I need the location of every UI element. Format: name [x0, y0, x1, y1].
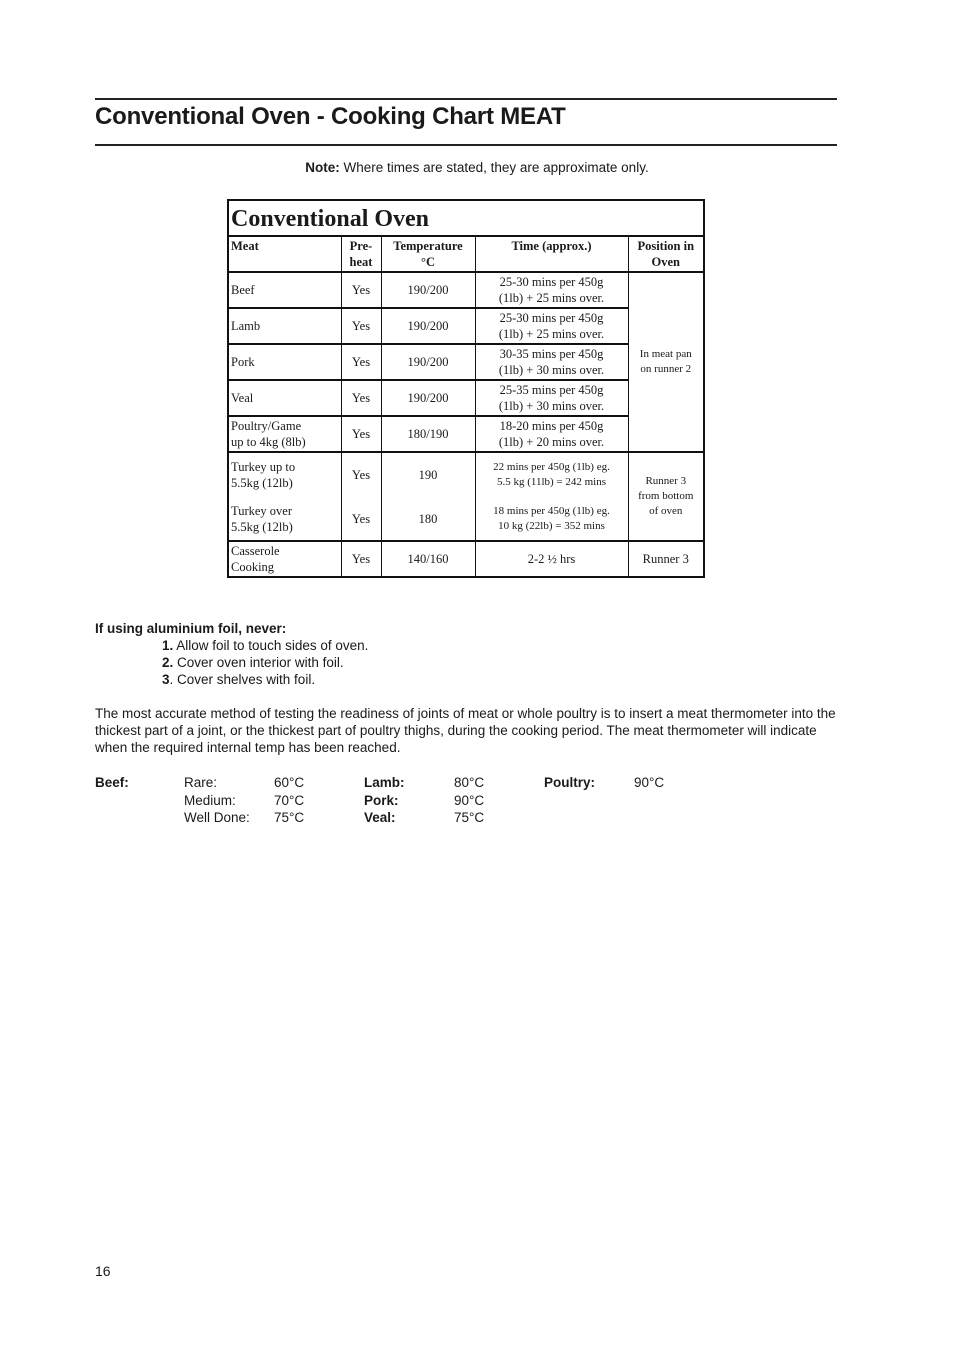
- beef-levels: Rare: Medium: Well Done:: [184, 775, 250, 825]
- table-row: [228, 541, 704, 577]
- temp-cell: 190/200: [381, 344, 475, 380]
- page-number: 16: [95, 1263, 111, 1279]
- beef-temps: 60°C 70°C 75°C: [274, 775, 305, 825]
- temp-cell: 190/200: [381, 380, 475, 416]
- thermometer-paragraph: The most accurate method of testing the readiness of joints of meat or whole poultry is to insert a meat thermometer into the thickest part of a joint, or the thickest part of poultry thighs, during the cooking period. The meat thermometer will indicate when the required internal temp has been reached.: [95, 706, 836, 755]
- note-label: Note:: [305, 160, 340, 175]
- time-cell: 22 mins per 450g (1lb) eg. 5.5 kg (11lb) = 242 mins: [475, 452, 628, 497]
- temp-cell: 180/190: [381, 416, 475, 452]
- preheat-cell: Yes: [341, 272, 381, 308]
- list-item: 2. Cover oven interior with foil.: [162, 655, 344, 670]
- temp-cell: 190/200: [381, 272, 475, 308]
- meat-labels: Lamb: Pork: Veal:: [364, 775, 405, 825]
- temp-cell: 140/160: [381, 541, 475, 577]
- meat-temps: 80°C 90°C 75°C: [454, 775, 485, 825]
- meat-cell: Lamb: [228, 308, 341, 344]
- header-time: Time (approx.): [475, 236, 628, 272]
- preheat-cell: Yes: [341, 308, 381, 344]
- time-cell: 25-30 mins per 450g (1lb) + 25 mins over.: [475, 308, 628, 344]
- temp-cell: 190/200: [381, 308, 475, 344]
- temp-cell: 190: [381, 452, 475, 497]
- header-meat: Meat: [228, 236, 341, 272]
- header-temperature: Temperature °C: [381, 236, 475, 272]
- preheat-cell: Yes: [341, 497, 381, 541]
- meat-cell: Poultry/Game up to 4kg (8lb): [228, 416, 341, 452]
- meat-cell: Turkey over 5.5kg (12lb): [228, 497, 341, 541]
- list-item: 3. Cover shelves with foil.: [162, 672, 316, 687]
- page-title: Conventional Oven - Cooking Chart MEAT: [95, 103, 566, 130]
- position-cell-turkey: Runner 3 from bottom of oven: [628, 452, 704, 541]
- cooking-chart-table: [227, 199, 705, 578]
- meat-cell: Turkey up to 5.5kg (12lb): [228, 452, 341, 497]
- time-cell: 2-2 ½ hrs: [475, 541, 628, 577]
- time-cell: 18-20 mins per 450g (1lb) + 20 mins over.: [475, 416, 628, 452]
- preheat-cell: Yes: [341, 344, 381, 380]
- time-cell: 25-35 mins per 450g (1lb) + 30 mins over.: [475, 380, 628, 416]
- beef-label: Beef:: [95, 775, 129, 790]
- table-row: [228, 452, 704, 497]
- time-cell: 30-35 mins per 450g (1lb) + 30 mins over.: [475, 344, 628, 380]
- preheat-cell: Yes: [341, 416, 381, 452]
- position-cell-meat-pan: In meat pan on runner 2: [628, 272, 704, 452]
- header-rule-top: [95, 98, 837, 100]
- time-cell: 18 mins per 450g (1lb) eg. 10 kg (22lb) = 352 mins: [475, 497, 628, 541]
- poultry-label: Poultry:: [544, 775, 596, 790]
- meat-cell: Pork: [228, 344, 341, 380]
- preheat-cell: Yes: [341, 380, 381, 416]
- meat-cell: Casserole Cooking: [228, 541, 341, 577]
- foil-heading: If using aluminium foil, never:: [95, 621, 287, 636]
- position-cell-casserole: Runner 3: [628, 541, 704, 577]
- meat-cell: Beef: [228, 272, 341, 308]
- time-cell: 25-30 mins per 450g (1lb) + 25 mins over.: [475, 272, 628, 308]
- preheat-cell: Yes: [341, 452, 381, 497]
- table-title: Conventional Oven: [228, 200, 704, 236]
- header-rule-bottom: [95, 144, 837, 146]
- header-position: Position in Oven: [628, 236, 704, 272]
- foil-list: [162, 637, 368, 688]
- note: [0, 160, 954, 175]
- preheat-cell: Yes: [341, 541, 381, 577]
- note-text: Where times are stated, they are approximate only.: [339, 160, 649, 175]
- temp-cell: 180: [381, 497, 475, 541]
- list-item: 1. Allow foil to touch sides of oven.: [162, 638, 369, 653]
- header-preheat: Pre- heat: [341, 236, 381, 272]
- table-row: [228, 272, 704, 308]
- poultry-temp: 90°C: [634, 775, 665, 790]
- meat-cell: Veal: [228, 380, 341, 416]
